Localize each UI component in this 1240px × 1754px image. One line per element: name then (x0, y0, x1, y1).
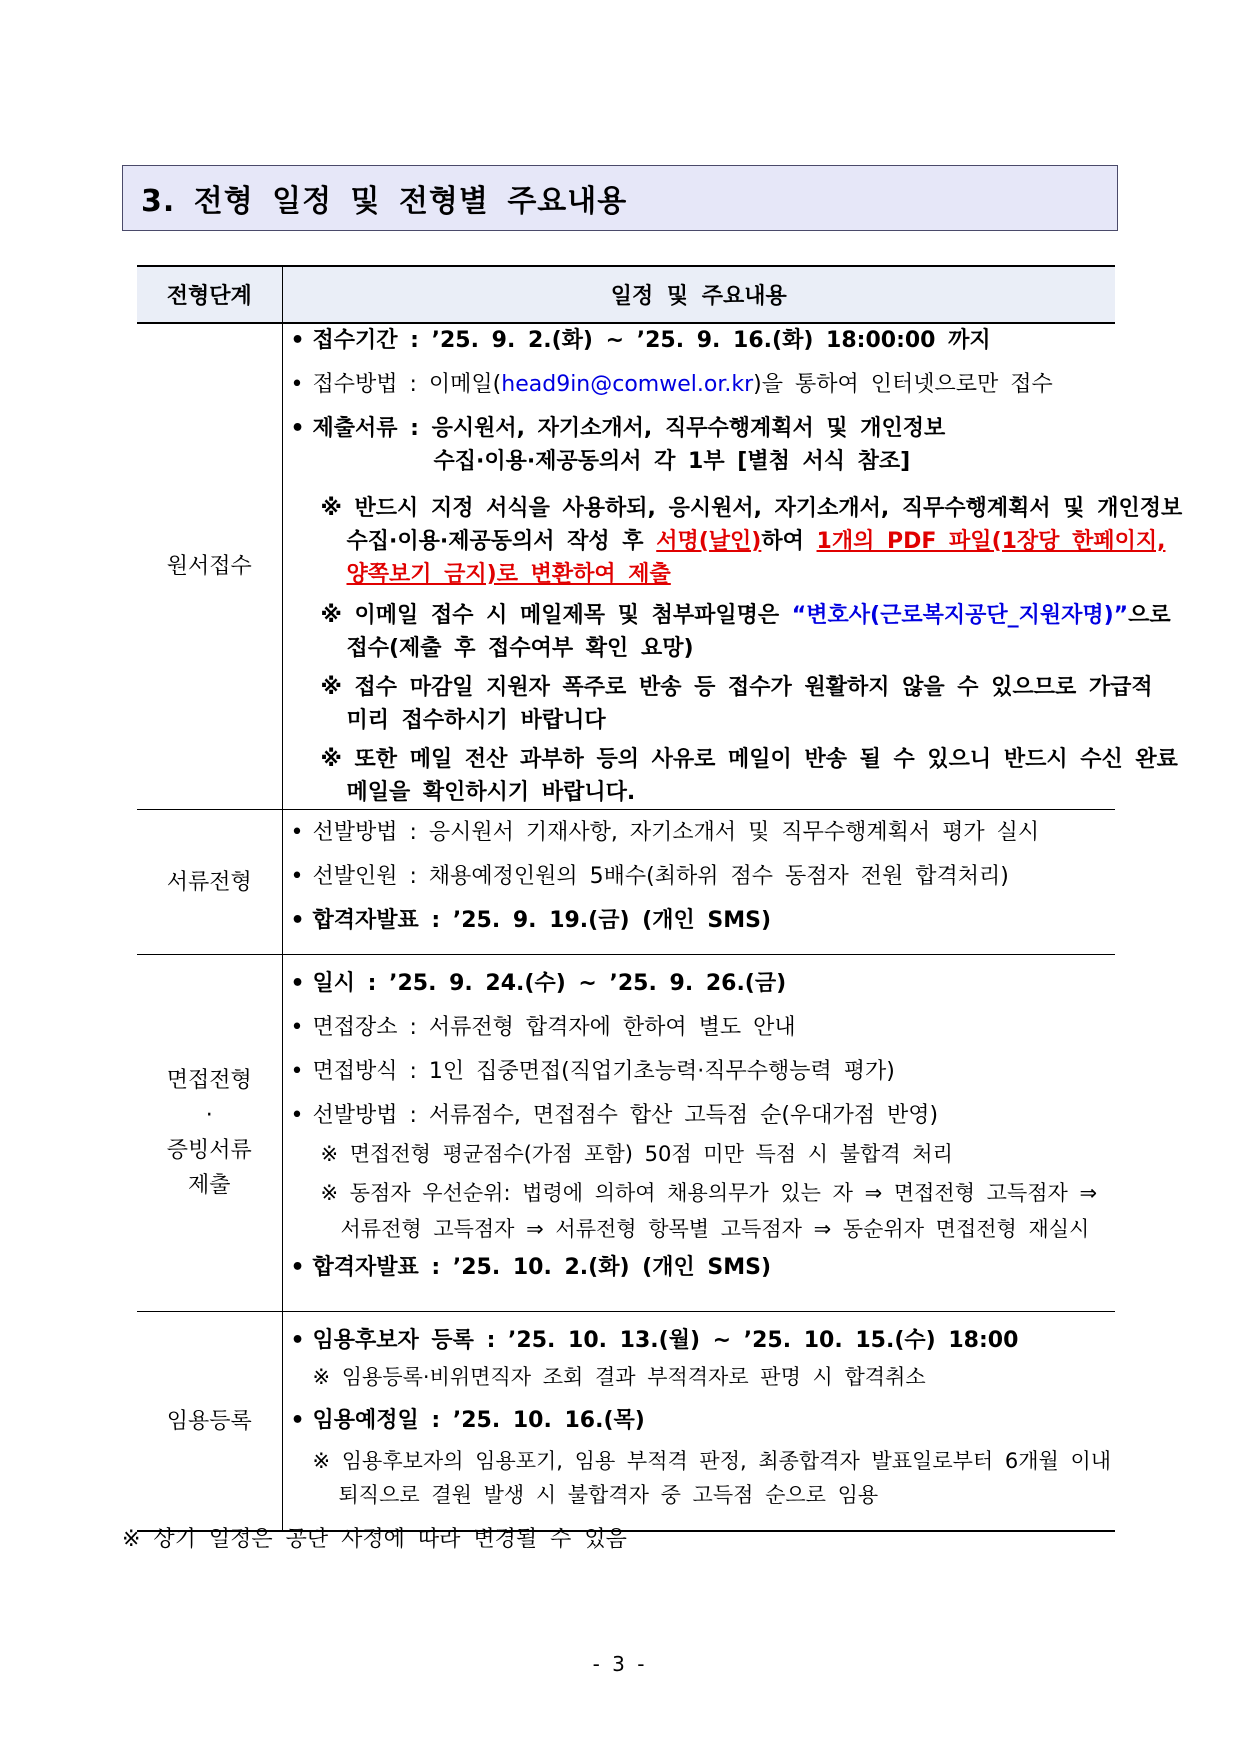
imyong-register: • 임용후보자 등록 : ’25. 10. 13.(월) ~ ’25. 10. 15.(수) 18:00 (290, 1328, 1019, 1353)
stage-imyong: 임용등록 (137, 1312, 282, 1532)
wonseo-note3-l1: ※ 접수 마감일 지원자 폭주로 반송 등 접수가 원활하지 않을 수 있으므로 가급적 (320, 675, 1153, 700)
wonseo-note1-l3: 양쪽보기 금지)로 변환하여 제출 (346, 562, 671, 587)
content-imyong (282, 1312, 1115, 1532)
imyong-date: • 임용예정일 : ’25. 10. 16.(목) (290, 1408, 645, 1433)
wonseo-note2-l1: ※ 이메일 접수 시 메일제목 및 첨부파일명은 “변호사(근로복지공단_지원자명)”으로 (320, 603, 1171, 628)
table-row-wonseo (137, 323, 1115, 810)
stage-wonseo: 원서접수 (137, 323, 282, 810)
table-header-row (137, 266, 1115, 323)
wonseo-docs-cont: 수집·이용·제공동의서 각 1부 [별첨 서식 참조] (433, 449, 911, 474)
table-row-myeonjeop (137, 955, 1115, 1312)
myeonjeop-note2-l1: ※ 동점자 우선순위: 법령에 의하여 채용의무가 있는 자 ⇒ 면접전형 고득점자 ⇒ (320, 1181, 1098, 1205)
schedule-table (137, 265, 1183, 1532)
myeonjeop-result: • 합격자발표 : ’25. 10. 2.(화) (개인 SMS) (290, 1255, 772, 1280)
section-title: 3. 전형 일정 및 전형별 주요내용 (141, 184, 628, 219)
stage-myeonjeop (137, 955, 282, 1312)
content-seoryu (282, 810, 1115, 955)
imyong-note2-l1: ※ 임용후보자의 임용포기, 임용 부적격 판정, 최종합격자 발표일로부터 6개월 이내 (312, 1449, 1112, 1473)
header-stage: 전형단계 (137, 266, 282, 323)
page-number: - 3 - (592, 1652, 648, 1676)
stage-myeonjeop-l2: · (205, 1103, 213, 1128)
section-header-box (122, 165, 1118, 231)
wonseo-note2-l2: 접수(제출 후 접수여부 확인 요망) (346, 636, 694, 661)
myeonjeop-note2-l2: 서류전형 고득점자 ⇒ 서류전형 항목별 고득점자 ⇒ 동순위자 면접전형 재실시 (340, 1217, 1090, 1241)
imyong-note2-l2: 퇴직으로 결원 발생 시 불합격자 중 고득점 순으로 임용 (338, 1483, 879, 1507)
wonseo-note4-l1: ※ 또한 메일 전산 과부하 등의 사유로 메일이 반송 될 수 있으니 반드시 수신 완료 (320, 747, 1178, 772)
header-content: 일정 및 주요내용 (282, 266, 1115, 323)
seoryu-result: • 합격자발표 : ’25. 9. 19.(금) (개인 SMS) (290, 908, 772, 933)
wonseo-note3-l2: 미리 접수하시기 바랍니다 (346, 708, 606, 733)
myeonjeop-method: • 선발방법 : 서류점수, 면접점수 합산 고득점 순(우대가점 반영) (290, 1103, 939, 1128)
myeonjeop-note1: ※ 면접전형 평균점수(가점 포함) 50점 미만 득점 시 불합격 처리 (320, 1142, 953, 1166)
stage-seoryu: 서류전형 (137, 810, 282, 955)
imyong-note1: ※ 임용등록·비위면직자 조회 결과 부적격자로 판명 시 합격취소 (312, 1365, 926, 1389)
wonseo-note1-l2: 수집·이용·제공동의서 작성 후 서명(날인)하여 1개의 PDF 파일(1장당 한페이지, (346, 529, 1166, 554)
myeonjeop-date: • 일시 : ’25. 9. 24.(수) ~ ’25. 9. 26.(금) (290, 971, 787, 996)
seoryu-method: • 선발방법 : 응시원서 기재사항, 자기소개서 및 직무수행계획서 평가 실시 (290, 820, 1040, 845)
content-wonseo (282, 323, 1183, 810)
table-row-seoryu (137, 810, 1115, 955)
stage-myeonjeop-l4: 제출 (187, 1173, 231, 1198)
email-link[interactable]: head9in@comwel.or.kr (501, 372, 754, 397)
table-row-imyong (137, 1312, 1115, 1532)
myeonjeop-way: • 면접방식 : 1인 집중면접(직업기초능력·직무수행능력 평가) (290, 1059, 895, 1084)
stage-myeonjeop-l1: 면접전형 (166, 1068, 252, 1093)
content-myeonjeop (282, 955, 1115, 1312)
myeonjeop-place: • 면접장소 : 서류전형 합격자에 한하여 별도 안내 (290, 1015, 796, 1040)
wonseo-note4-l2: 메일을 확인하시기 바랍니다. (346, 780, 636, 805)
wonseo-method: • 접수방법 : 이메일(head9in@comwel.or.kr)을 통하여 인터넷으로만 접수 (290, 372, 1053, 397)
seoryu-count: • 선발인원 : 채용예정인원의 5배수(최하위 점수 동점자 전원 합격처리) (290, 864, 1009, 889)
wonseo-note1-l1: ※ 반드시 지정 서식을 사용하되, 응시원서, 자기소개서, 직무수행계획서 및 개인정보 (320, 496, 1183, 521)
stage-myeonjeop-l3: 증빙서류 (166, 1138, 252, 1163)
wonseo-period: • 접수기간 : ’25. 9. 2.(화) ~ ’25. 9. 16.(화) 18:00:00 까지 (290, 328, 991, 353)
footnote: ※ 상기 일정은 공단 사정에 따라 변경될 수 있음 (122, 1527, 627, 1552)
wonseo-docs: • 제출서류 : 응시원서, 자기소개서, 직무수행계획서 및 개인정보 (290, 416, 946, 441)
